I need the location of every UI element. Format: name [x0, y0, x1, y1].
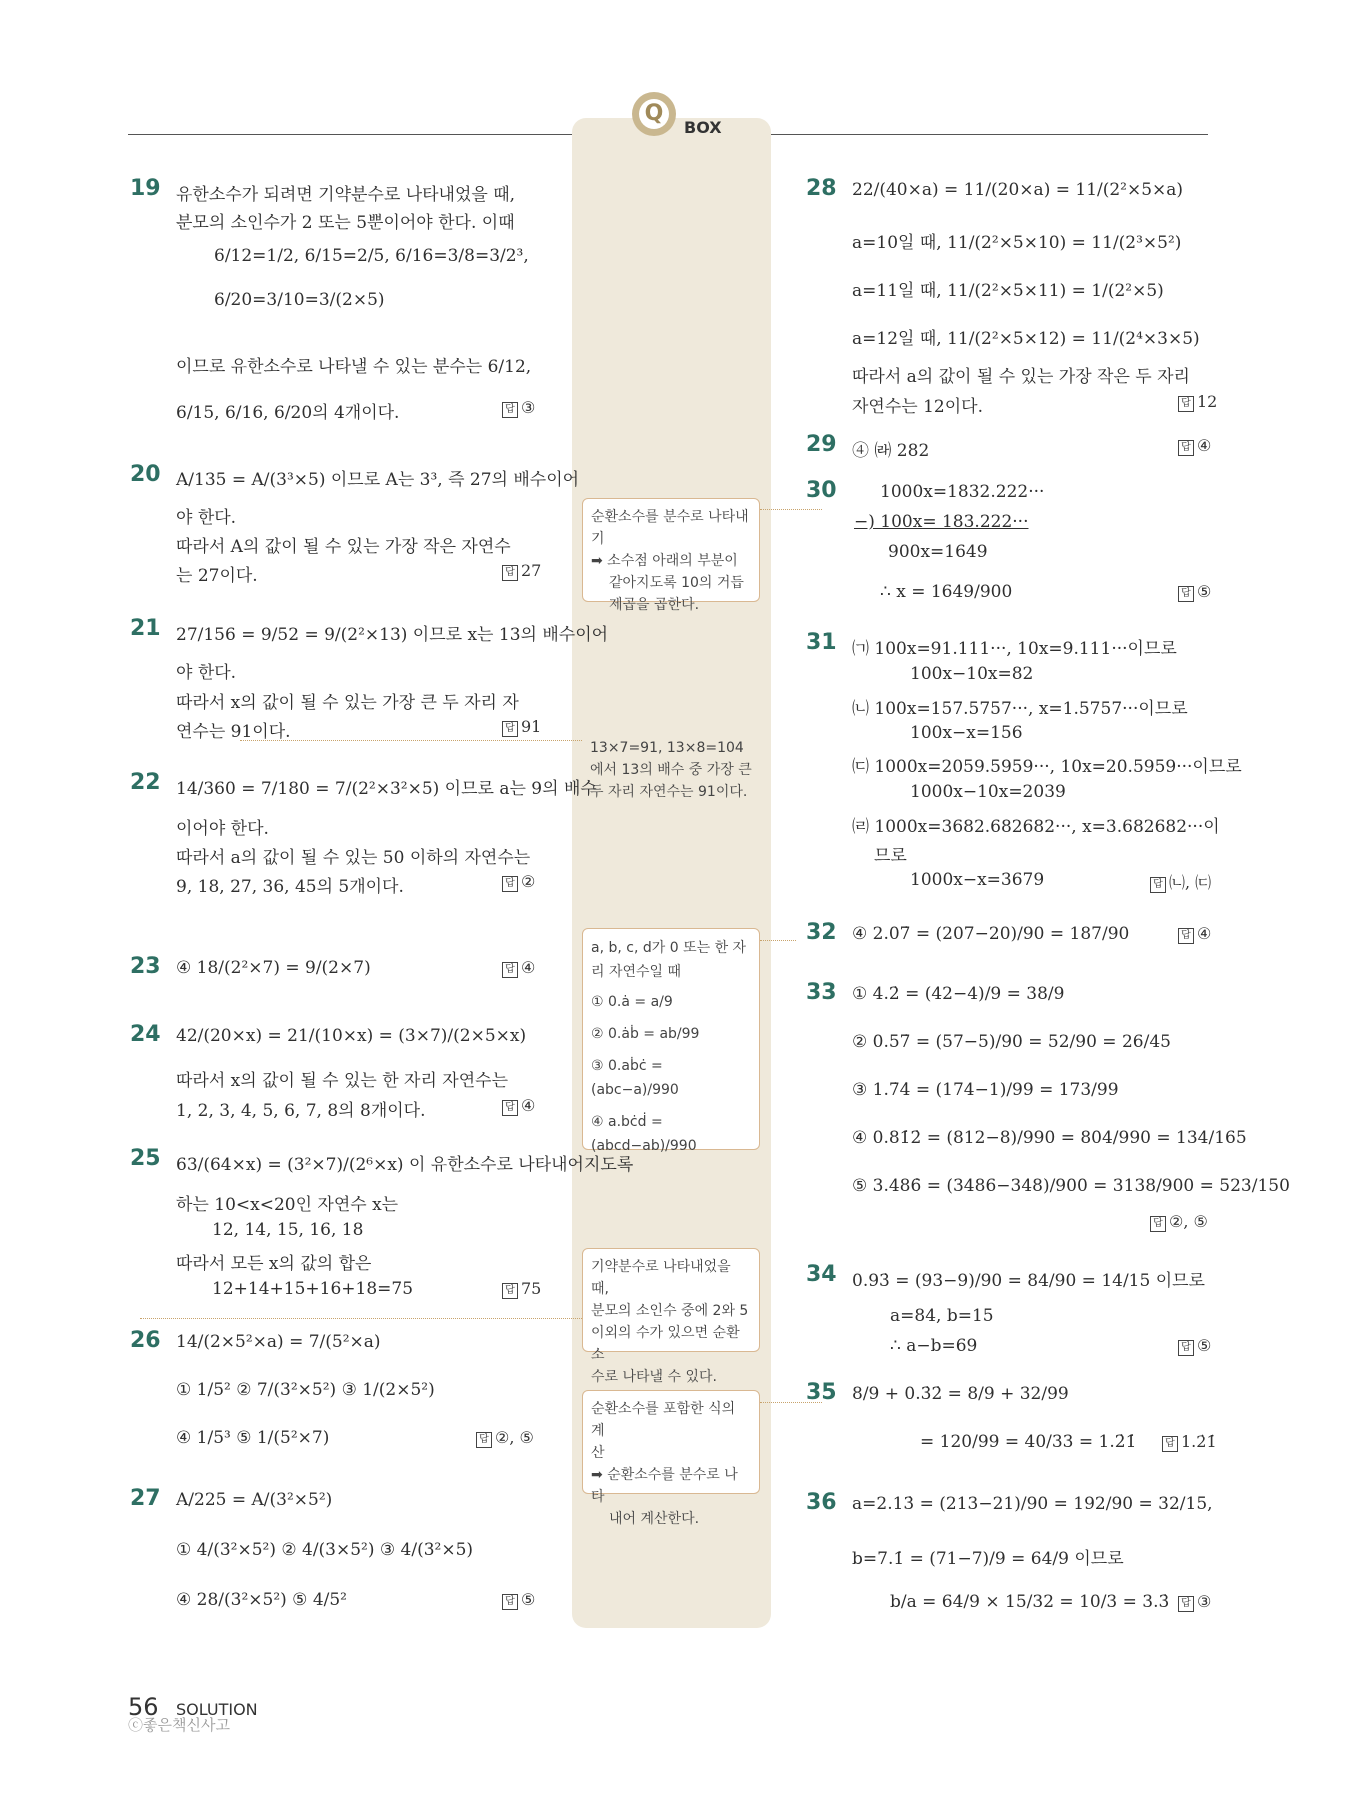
- qbox-note-4: [582, 1248, 760, 1385]
- qbox-note-1: [582, 498, 760, 613]
- note-5-leader: [760, 1402, 822, 1403]
- problem-20-line-3: 따라서 A의 값이 될 수 있는 가장 작은 자연수: [176, 537, 511, 557]
- note-4-line-1: 기약분수로 나타내었을 때,: [591, 1259, 731, 1297]
- answer-value: ②, ⑤: [1169, 1212, 1208, 1231]
- problem-31-line-7: ㈃ 1000x=3682.682682···, x=3.682682···이: [852, 817, 1220, 837]
- answer-mark-icon: 답: [1178, 1596, 1194, 1612]
- problem-36-line-1: a=2.13̇ = (213−21)/90 = 192/90 = 32/15,: [852, 1494, 1213, 1514]
- problem-19-answer: [502, 398, 535, 418]
- qbox-note-3: [582, 928, 760, 1154]
- problem-19-math-1: 6/12=1/2, 6/15=2/5, 6/16=3/8=3/2³,: [214, 246, 529, 266]
- problem-number-25: 25: [130, 1146, 161, 1171]
- problem-31-line-1: ㈀ 100x=91.111···, 10x=9.111···이므로: [852, 639, 1177, 659]
- answer-mark-icon: 답: [1178, 440, 1194, 456]
- problem-26-line-3: ④ 1/5³ ⑤ 1/(5²×7): [176, 1428, 330, 1448]
- problem-19-line-1: 유한소수가 되려면 기약분수로 나타내었을 때,: [176, 185, 516, 205]
- answer-value: 12: [1197, 392, 1218, 411]
- problem-29-line-1: ④ ㈑ 282: [852, 441, 930, 461]
- answer-mark-icon: 답: [1178, 928, 1194, 944]
- problem-31-line-6: 1000x−10x=2039: [910, 782, 1066, 802]
- answer-mark-icon: 답: [1178, 396, 1194, 412]
- problem-number-35: 35: [806, 1380, 837, 1405]
- problem-number-32: 32: [806, 920, 837, 945]
- problem-number-24: 24: [130, 1022, 161, 1047]
- problem-33-line-4: ④ 0.81̇2̇ = (812−8)/990 = 804/990 = 134/165: [852, 1128, 1247, 1148]
- note-3-line-2: 리 자연수일 때: [591, 964, 682, 980]
- answer-mark-icon: 답: [502, 1594, 518, 1610]
- problem-26-line-1: 14/(2×5²×a) = 7/(5²×a): [176, 1332, 381, 1352]
- problem-28-line-1: 22/(40×a) = 11/(20×a) = 11/(2²×5×a): [852, 180, 1184, 200]
- problem-25-line-3: 12, 14, 15, 16, 18: [212, 1220, 364, 1240]
- problem-number-30: 30: [806, 478, 837, 503]
- problem-31-line-8: 므로: [874, 846, 907, 866]
- problem-number-23: 23: [130, 954, 161, 979]
- note-4-line-4: 수로 나타낼 수 있다.: [591, 1369, 717, 1385]
- problem-35-answer: [1162, 1432, 1217, 1452]
- note-5-line-3: ➡ 순환소수를 분수로 나타: [591, 1467, 738, 1505]
- problem-24-answer: [502, 1096, 535, 1116]
- problem-34-answer: [1178, 1336, 1211, 1356]
- qbox-badge-letter: Q: [639, 99, 669, 129]
- problem-33-line-2: ② 0.57̇ = (57−5)/90 = 52/90 = 26/45: [852, 1032, 1171, 1052]
- answer-value: ④: [521, 958, 536, 977]
- problem-number-31: 31: [806, 630, 837, 655]
- answer-mark-icon: 답: [502, 402, 518, 418]
- answer-mark-icon: 답: [1178, 586, 1194, 602]
- problem-28-line-4: a=12일 때, 11/(2²×5×12) = 11/(2⁴×3×5): [852, 329, 1200, 349]
- problem-27-line-2: ① 4/(3²×5²) ② 4/(3×5²) ③ 4/(3²×5): [176, 1540, 474, 1560]
- problem-number-29: 29: [806, 432, 837, 457]
- qbox-note-2: [582, 730, 760, 804]
- answer-value: 1.2̇1̇: [1181, 1432, 1217, 1451]
- problem-28-line-3: a=11일 때, 11/(2²×5×11) = 1/(2²×5): [852, 281, 1164, 301]
- note-1-line-3: 같아지도록 10의 거듭: [609, 575, 744, 591]
- problem-31-line-3: ㈁ 100x=157.5757···, x=1.5757···이므로: [852, 699, 1188, 719]
- note-4-line-2: 분모의 소인수 중에 2와 5: [591, 1303, 749, 1319]
- problem-28-answer: [1178, 392, 1217, 412]
- problem-31-answer: [1150, 870, 1211, 893]
- answer-value: ⑤: [1197, 582, 1212, 601]
- answer-value: ④: [1197, 924, 1212, 943]
- problem-22-answer: [502, 872, 535, 892]
- problem-20-answer: [502, 561, 541, 581]
- answer-value: ④: [1197, 436, 1212, 455]
- problem-36-answer: [1178, 1592, 1211, 1612]
- note-3-line-5: ③ 0.aḃċ = (abc−a)/990: [591, 1058, 679, 1098]
- problem-number-28: 28: [806, 176, 837, 201]
- problem-28-line-2: a=10일 때, 11/(2²×5×10) = 11/(2³×5²): [852, 233, 1182, 253]
- note-2-line-1: 13×7=91, 13×8=104: [590, 740, 744, 756]
- problem-20-line-1: A/135 = A/(3³×5) 이므로 A는 3³, 즉 27의 배수이어: [176, 470, 580, 490]
- answer-mark-icon: 답: [502, 565, 518, 581]
- answer-mark-icon: 답: [1178, 1340, 1194, 1356]
- problem-24-line-2: 따라서 x의 값이 될 수 있는 한 자리 자연수는: [176, 1071, 508, 1091]
- problem-21-line-4: 연수는 91이다.: [176, 722, 291, 742]
- note-3-line-1: a, b, c, d가 0 또는 한 자: [591, 940, 747, 956]
- problem-31-line-2: 100x−10x=82: [910, 664, 1034, 684]
- problem-30-line-2: −) 100x= 183.222···: [854, 512, 1029, 532]
- note-2-line-2: 에서 13의 배수 중 가장 큰: [590, 762, 752, 778]
- problem-36-line-2: b=7.1̇ = (71−7)/9 = 64/9 이므로: [852, 1549, 1124, 1569]
- problem-25-answer: [502, 1279, 541, 1299]
- problem-31-line-5: ㈂ 1000x=2059.5959···, 10x=20.5959···이므로: [852, 757, 1242, 777]
- problem-36-line-3: b/a = 64/9 × 15/32 = 10/3 = 3.3̇: [890, 1592, 1170, 1612]
- problem-22-line-1: 14/360 = 7/180 = 7/(2²×3²×5) 이므로 a는 9의 배수: [176, 779, 597, 799]
- problem-21-line-1: 27/156 = 9/52 = 9/(2²×13) 이므로 x는 13의 배수이어: [176, 625, 609, 645]
- problem-27-line-3: ④ 28/(3²×5²) ⑤ 4/5²: [176, 1590, 347, 1610]
- problem-19-line-2: 분모의 소인수가 2 또는 5뿐이어야 한다. 이때: [176, 213, 515, 233]
- problem-22-line-2: 이어야 한다.: [176, 819, 269, 839]
- answer-value: ㈁, ㈂: [1169, 873, 1212, 892]
- problem-30-line-3: 900x=1649: [888, 542, 988, 562]
- page-number: 56: [128, 1693, 159, 1721]
- answer-value: 75: [521, 1279, 542, 1298]
- note-5-line-4: 내어 계산한다.: [609, 1511, 700, 1527]
- note-3-line-3: ① 0.ȧ = a/9: [591, 994, 673, 1010]
- note-3-line-6: ④ a.bċḋ = (abcd−ab)/990: [591, 1114, 697, 1154]
- problem-number-21: 21: [130, 616, 161, 641]
- answer-value: 27: [521, 561, 542, 580]
- problem-number-27: 27: [130, 1486, 161, 1511]
- problem-number-19: 19: [130, 176, 161, 201]
- note-2-leader: [240, 740, 582, 741]
- note-4-leader: [140, 1318, 582, 1319]
- problem-33-answer: [1150, 1212, 1208, 1232]
- note-4-line-3: 이외의 수가 있으면 순환소: [591, 1325, 740, 1363]
- problem-31-line-4: 100x−x=156: [910, 723, 1023, 743]
- answer-mark-icon: 답: [1150, 1216, 1166, 1232]
- problem-21-line-2: 야 한다.: [176, 663, 237, 683]
- problem-19-line-4: 6/15, 6/16, 6/20의 4개이다.: [176, 403, 400, 423]
- problem-31-line-9: 1000x−x=3679: [910, 870, 1045, 890]
- problem-25-line-5: 12+14+15+16+18=75: [212, 1279, 414, 1299]
- problem-number-26: 26: [130, 1328, 161, 1353]
- problem-26-answer: [476, 1428, 534, 1448]
- problem-number-34: 34: [806, 1262, 837, 1287]
- problem-25-line-1: 63/(64×x) = (3²×7)/(2⁶×x) 이 유한소수로 나타내어지도록: [176, 1155, 634, 1175]
- problem-32-answer: [1178, 924, 1211, 944]
- answer-mark-icon: 답: [502, 1100, 518, 1116]
- problem-33-line-5: ⑤ 3.486̇ = (3486−348)/900 = 3138/900 = 523/150: [852, 1176, 1290, 1196]
- answer-value: ③: [1197, 1592, 1212, 1611]
- problem-28-line-6: 자연수는 12이다.: [852, 397, 983, 417]
- problem-35-line-2: = 120/99 = 40/33 = 1.2̇1̇: [920, 1432, 1137, 1452]
- problem-21-line-3: 따라서 x의 값이 될 수 있는 가장 큰 두 자리 자: [176, 693, 519, 713]
- qbox-badge: [632, 92, 676, 136]
- note-1-line-1: 순환소수를 분수로 나타내기: [591, 509, 749, 547]
- note-5-line-1: 순환소수를 포함한 식의 계: [591, 1401, 736, 1439]
- problem-22-line-4: 9, 18, 27, 36, 45의 5개이다.: [176, 877, 404, 897]
- problem-34-line-1: 0.93̇ = (93−9)/90 = 84/90 = 14/15 이므로: [852, 1271, 1205, 1291]
- problem-27-line-1: A/225 = A/(3²×5²): [176, 1490, 333, 1510]
- problem-20-line-2: 야 한다.: [176, 508, 237, 528]
- problem-33-line-1: ① 4.2̇ = (42−4)/9 = 38/9: [852, 984, 1065, 1004]
- problem-26-line-2: ① 1/5² ② 7/(3²×5²) ③ 1/(2×5²): [176, 1380, 435, 1400]
- answer-value: ④: [521, 1096, 536, 1115]
- problem-24-line-1: 42/(20×x) = 21/(10×x) = (3×7)/(2×5×x): [176, 1026, 527, 1046]
- copyright: ⓒ좋은책신사고: [128, 1716, 230, 1734]
- problem-34-line-3: ∴ a−b=69: [890, 1336, 978, 1356]
- problem-25-line-2: 하는 10<x<20인 자연수 x는: [176, 1195, 399, 1215]
- problem-number-20: 20: [130, 462, 161, 487]
- note-1-line-4: 제곱을 곱한다.: [609, 597, 700, 613]
- problem-28-line-5: 따라서 a의 값이 될 수 있는 가장 작은 두 자리: [852, 367, 1190, 387]
- problem-23-line-1: ④ 18/(2²×7) = 9/(2×7): [176, 958, 371, 978]
- answer-value: ⑤: [521, 1590, 536, 1609]
- problem-30-line-1: 1000x=1832.222···: [880, 482, 1045, 502]
- problem-25-line-4: 따라서 모든 x의 값의 합은: [176, 1254, 372, 1274]
- problem-27-answer: [502, 1590, 535, 1610]
- problem-20-line-4: 는 27이다.: [176, 566, 258, 586]
- note-2-line-3: 두 자리 자연수는 91이다.: [590, 784, 748, 800]
- problem-24-line-3: 1, 2, 3, 4, 5, 6, 7, 8의 8개이다.: [176, 1101, 426, 1121]
- answer-value: 91: [521, 717, 542, 736]
- answer-mark-icon: 답: [1162, 1436, 1178, 1452]
- problem-33-line-3: ③ 1.7̇4̇ = (174−1)/99 = 173/99: [852, 1080, 1119, 1100]
- answer-mark-icon: 답: [1150, 877, 1166, 893]
- qbox-note-5: [582, 1390, 760, 1527]
- answer-value: ②, ⑤: [495, 1428, 534, 1447]
- note-1-leader: [760, 509, 822, 510]
- note-3-line-4: ② 0.ȧḃ = ab/99: [591, 1026, 700, 1042]
- problem-23-answer: [502, 958, 535, 978]
- note-1-line-2: ➡ 소수점 아래의 부분이: [591, 553, 738, 569]
- answer-value: ②: [521, 872, 536, 891]
- answer-mark-icon: 답: [502, 962, 518, 978]
- problem-19-line-3: 이므로 유한소수로 나타낼 수 있는 분수는 6/12,: [176, 357, 532, 377]
- note-3-leader: [760, 940, 796, 941]
- problem-number-33: 33: [806, 980, 837, 1005]
- answer-value: ③: [521, 398, 536, 417]
- problem-21-answer: [502, 717, 541, 737]
- problem-number-36: 36: [806, 1490, 837, 1515]
- answer-mark-icon: 답: [476, 1432, 492, 1448]
- answer-mark-icon: 답: [502, 721, 518, 737]
- note-5-line-2: 산: [591, 1445, 605, 1461]
- problem-29-answer: [1178, 436, 1211, 456]
- problem-22-line-3: 따라서 a의 값이 될 수 있는 50 이하의 자연수는: [176, 848, 531, 868]
- problem-number-22: 22: [130, 770, 161, 795]
- problem-30-answer: [1178, 582, 1211, 602]
- answer-mark-icon: 답: [502, 876, 518, 892]
- footer-section: SOLUTION: [176, 1700, 258, 1719]
- qbox-badge-label: BOX: [684, 118, 722, 137]
- answer-value: ⑤: [1197, 1336, 1212, 1355]
- problem-34-line-2: a=84, b=15: [890, 1306, 994, 1326]
- problem-35-line-1: 8/9 + 0.3̇2̇ = 8/9 + 32/99: [852, 1384, 1069, 1404]
- problem-32-line-1: ④ 2.07̇ = (207−20)/90 = 187/90: [852, 924, 1130, 944]
- answer-mark-icon: 답: [502, 1283, 518, 1299]
- problem-19-math-2: 6/20=3/10=3/(2×5): [214, 290, 385, 310]
- problem-30-line-4: ∴ x = 1649/900: [880, 582, 1013, 602]
